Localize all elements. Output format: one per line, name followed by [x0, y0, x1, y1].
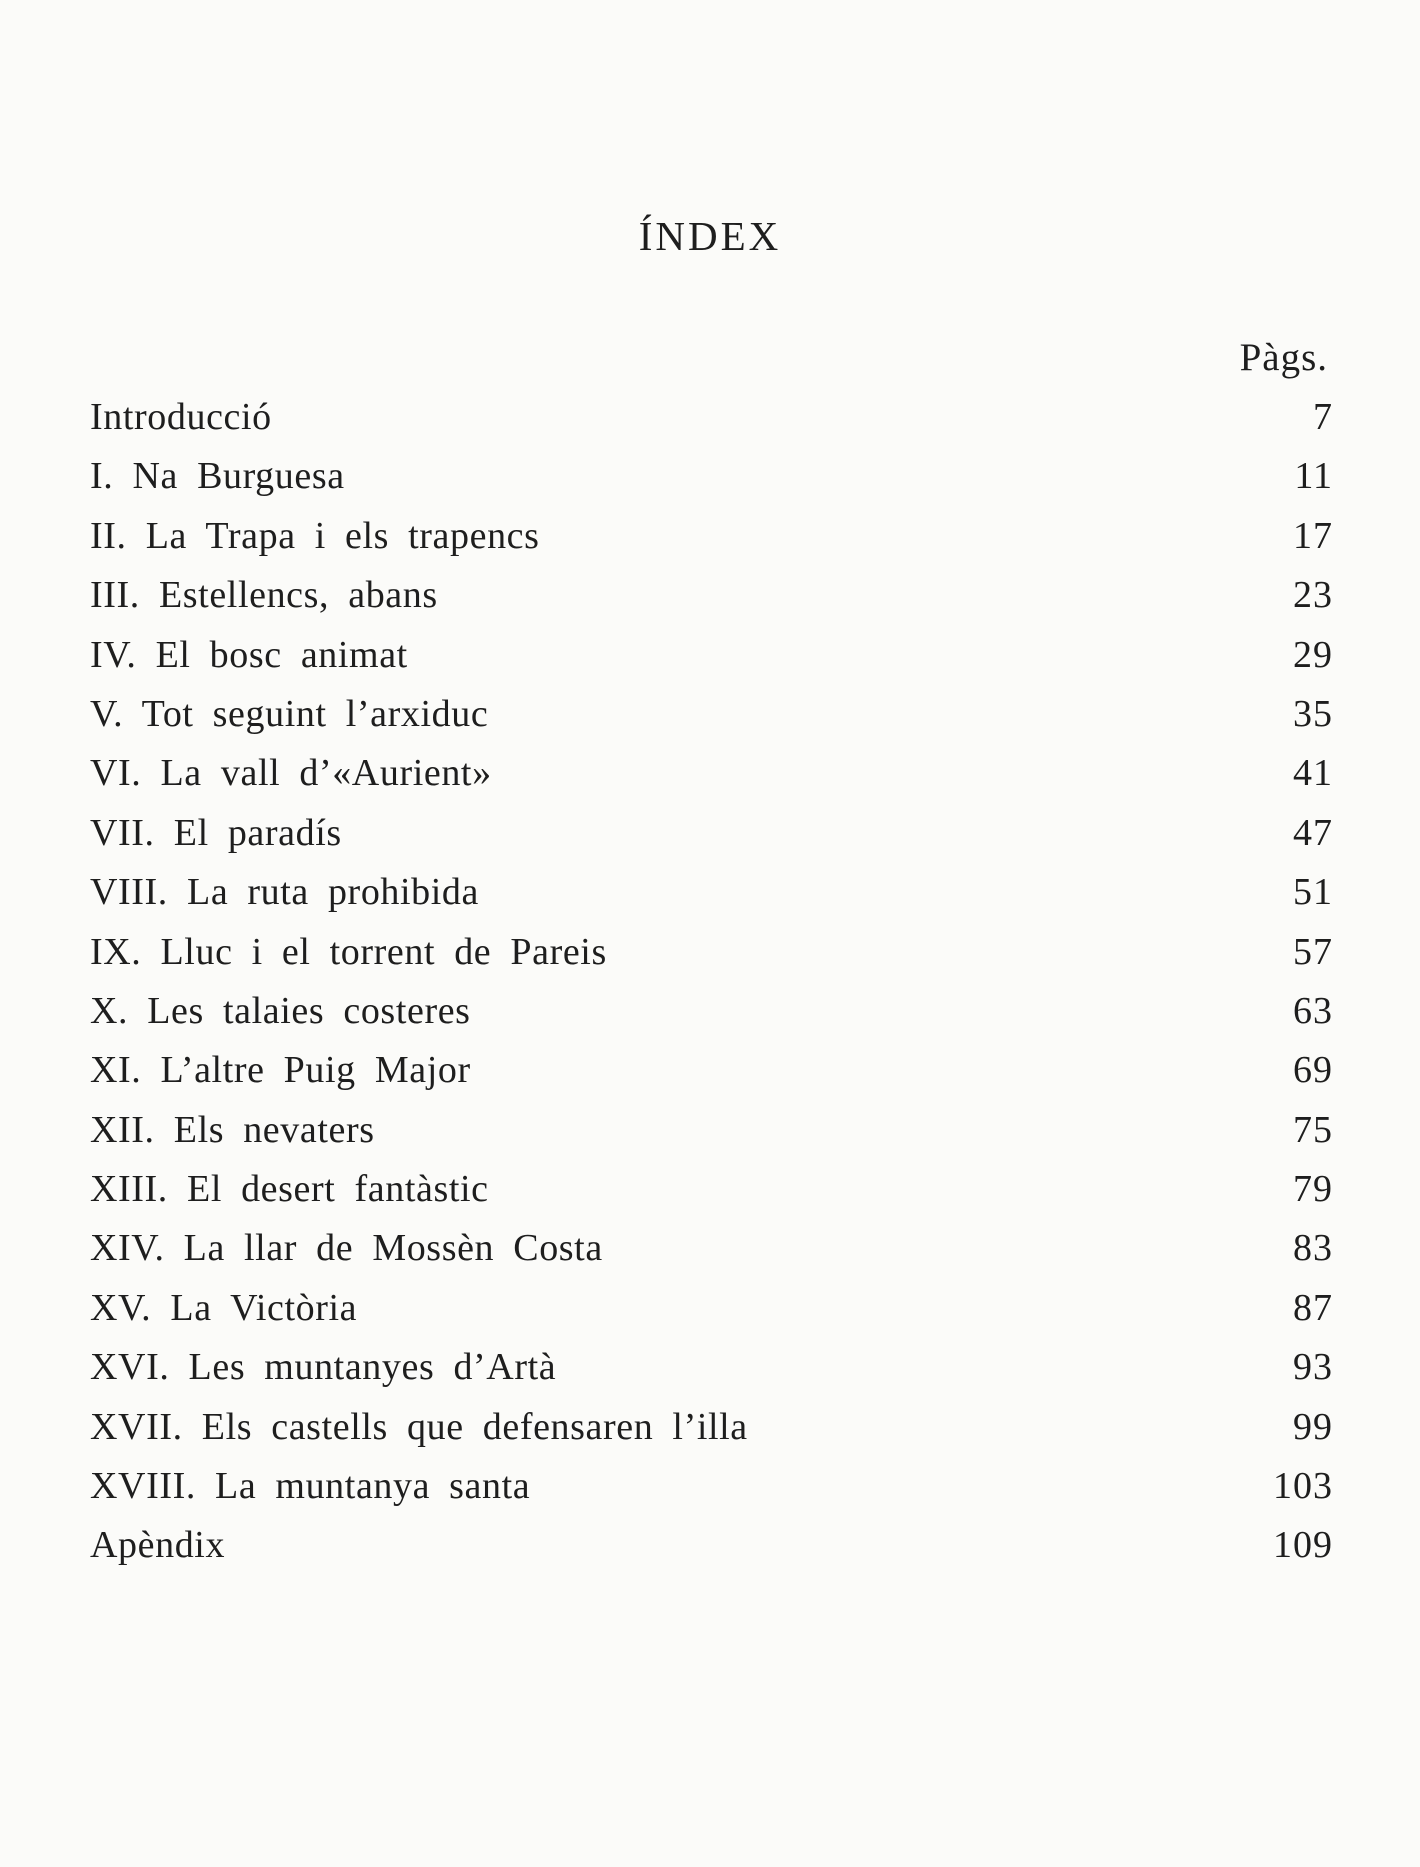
toc-entry — [90, 1279, 1333, 1338]
toc-entry-title: XIII. El desert fantàstic — [90, 1168, 489, 1211]
toc-entry-page-number: 47 — [1293, 811, 1333, 854]
toc-entry-title: III. Estellencs, abans — [90, 574, 438, 617]
toc-entry-title: VI. La vall d’«Aurient» — [90, 752, 492, 795]
toc-entry — [90, 626, 1333, 685]
toc-entry — [90, 507, 1333, 566]
toc-entry-title: XII. Els nevaters — [90, 1108, 375, 1151]
toc-entry — [90, 982, 1333, 1041]
toc-entry-page-number: 57 — [1293, 930, 1333, 973]
toc-entry-title: II. La Trapa i els trapencs — [90, 514, 540, 557]
toc-entry — [90, 1041, 1333, 1100]
toc-entry — [90, 566, 1333, 625]
table-of-contents — [90, 388, 1333, 1576]
toc-entry-page-number: 69 — [1293, 1049, 1333, 1092]
toc-entry-page-number: 79 — [1293, 1168, 1333, 1211]
page-title: ÍNDEX — [638, 213, 782, 259]
toc-entry — [90, 1338, 1333, 1397]
toc-entry-page-number: 75 — [1293, 1108, 1333, 1151]
toc-entry-page-number: 41 — [1293, 752, 1333, 795]
toc-entry-title: XVI. Les muntanyes d’Artà — [90, 1346, 557, 1389]
toc-entry-title: XI. L’altre Puig Major — [90, 1049, 471, 1092]
toc-entry-page-number: 83 — [1293, 1227, 1333, 1270]
toc-entry — [90, 1101, 1333, 1160]
toc-entry — [90, 863, 1333, 922]
toc-entry-title: Apèndix — [90, 1524, 226, 1567]
toc-entry-page-number: 35 — [1293, 692, 1333, 735]
toc-entry — [90, 1457, 1333, 1516]
toc-entry — [90, 744, 1333, 803]
toc-entry-page-number: 87 — [1293, 1286, 1333, 1329]
toc-entry-title: XVIII. La muntanya santa — [90, 1465, 531, 1508]
pages-column-header: Pàgs. — [1239, 336, 1328, 379]
toc-entry — [90, 1160, 1333, 1219]
toc-entry — [90, 1516, 1333, 1575]
toc-entry-page-number: 17 — [1293, 514, 1333, 557]
toc-entry-title: V. Tot seguint l’arxiduc — [90, 692, 489, 735]
toc-entry — [90, 1398, 1333, 1457]
toc-entry — [90, 447, 1333, 506]
toc-entry-page-number: 99 — [1293, 1405, 1333, 1448]
toc-entry-page-number: 23 — [1293, 574, 1333, 617]
toc-entry-title: IV. El bosc animat — [90, 633, 408, 676]
toc-entry-title: XV. La Victòria — [90, 1286, 358, 1329]
toc-entry — [90, 923, 1333, 982]
toc-entry-page-number: 11 — [1294, 455, 1333, 498]
toc-entry-title: IX. Lluc i el torrent de Pareis — [90, 930, 607, 973]
toc-entry-title: I. Na Burguesa — [90, 455, 345, 498]
toc-entry — [90, 804, 1333, 863]
toc-entry-page-number: 103 — [1273, 1465, 1333, 1508]
toc-entry-title: X. Les talaies costeres — [90, 989, 471, 1032]
toc-entry-title: XVII. Els castells que defensaren l’illa — [90, 1405, 748, 1448]
toc-entry — [90, 1219, 1333, 1278]
toc-entry-page-number: 63 — [1293, 989, 1333, 1032]
toc-entry-page-number: 51 — [1293, 871, 1333, 914]
toc-entry-title: VII. El paradís — [90, 811, 342, 854]
toc-entry — [90, 388, 1333, 447]
toc-entry — [90, 685, 1333, 744]
toc-entry-page-number: 93 — [1293, 1346, 1333, 1389]
toc-entry-page-number: 7 — [1313, 396, 1333, 438]
toc-entry-page-number: 109 — [1273, 1524, 1333, 1567]
toc-entry-title: VIII. La ruta prohibida — [90, 871, 479, 914]
toc-entry-title: Introducció — [90, 396, 272, 438]
toc-entry-page-number: 29 — [1293, 633, 1333, 676]
toc-entry-title: XIV. La llar de Mossèn Costa — [90, 1227, 603, 1270]
